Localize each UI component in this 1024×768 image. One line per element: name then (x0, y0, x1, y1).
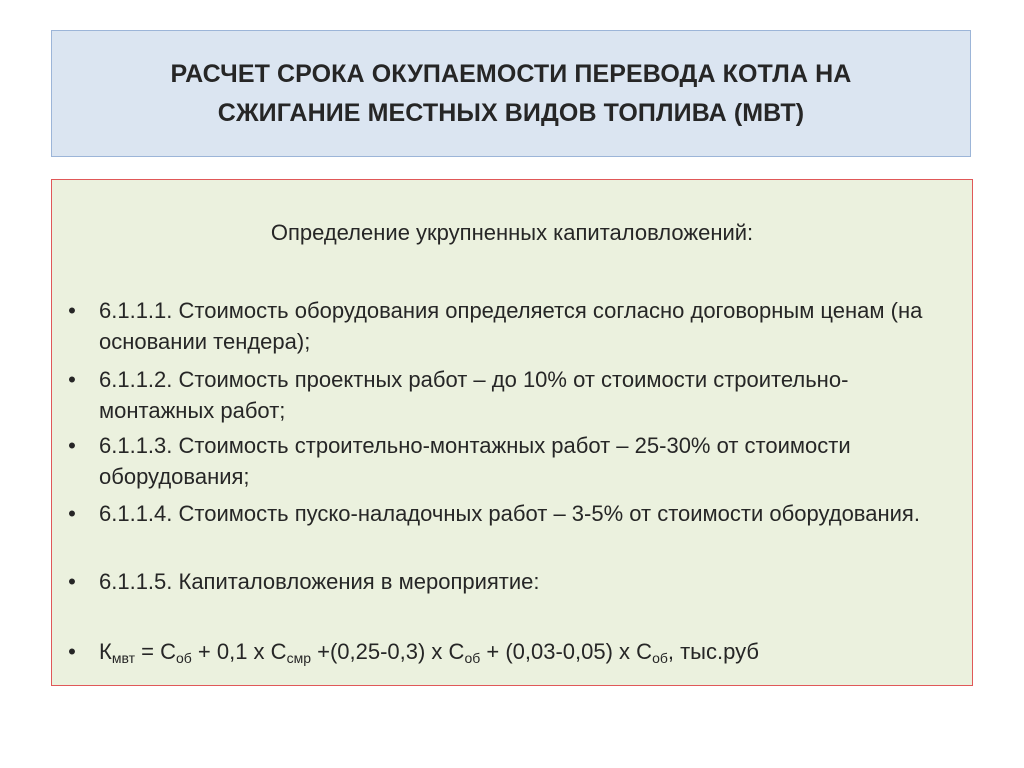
bullet-icon: • (68, 569, 76, 594)
formula-subscript: об (464, 650, 481, 666)
formula-unit: , тыс.руб (667, 639, 759, 664)
list-item-text: 6.1.1.2. Стоимость проектных работ – до 10% от стоимости строительно-монтажных работ; (99, 367, 849, 423)
bullet-icon: • (68, 501, 76, 526)
formula-part: + (0,03-0,05) х С (480, 639, 653, 664)
content-box (51, 179, 973, 686)
formula-k-subscript: мвт (111, 650, 135, 666)
bullet-icon: • (68, 433, 76, 458)
list-item-text: 6.1.1.1. Стоимость оборудования определяется согласно договорным ценам (на основании тендера); (99, 298, 923, 354)
bullet-icon: • (68, 298, 76, 323)
formula-k: К (99, 639, 112, 664)
bullet-icon: • (68, 639, 76, 664)
formula-part: +(0,25-0,3) х С (310, 639, 465, 664)
list-item-text: 6.1.1.4. Стоимость пуско-наладочных работ – 3-5% от стоимости оборудования. (99, 501, 920, 526)
title-box (51, 30, 971, 157)
formula-subscript: об (175, 650, 192, 666)
bullet-icon: • (68, 367, 76, 392)
list-item-text: 6.1.1.5. Капиталовложения в мероприятие: (99, 569, 540, 594)
formula-part: + 0,1 х С (191, 639, 287, 664)
formula-subscript: об (652, 650, 668, 666)
list-item-text: 6.1.1.3. Стоимость строительно-монтажных работ – 25-30% от стоимости оборудования; (99, 433, 851, 489)
formula-subscript: смр (286, 650, 311, 666)
formula (99, 636, 959, 667)
slide-title: РАСЧЕТ СРОКА ОКУПАЕМОСТИ ПЕРЕВОДА КОТЛА НА СЖИГАНИЕ МЕСТНЫХ ВИДОВ ТОПЛИВА (МВТ) (170, 59, 852, 127)
content-subtitle: Определение укрупненных капиталовложений: (270, 220, 754, 245)
formula-part: = С (135, 639, 176, 664)
